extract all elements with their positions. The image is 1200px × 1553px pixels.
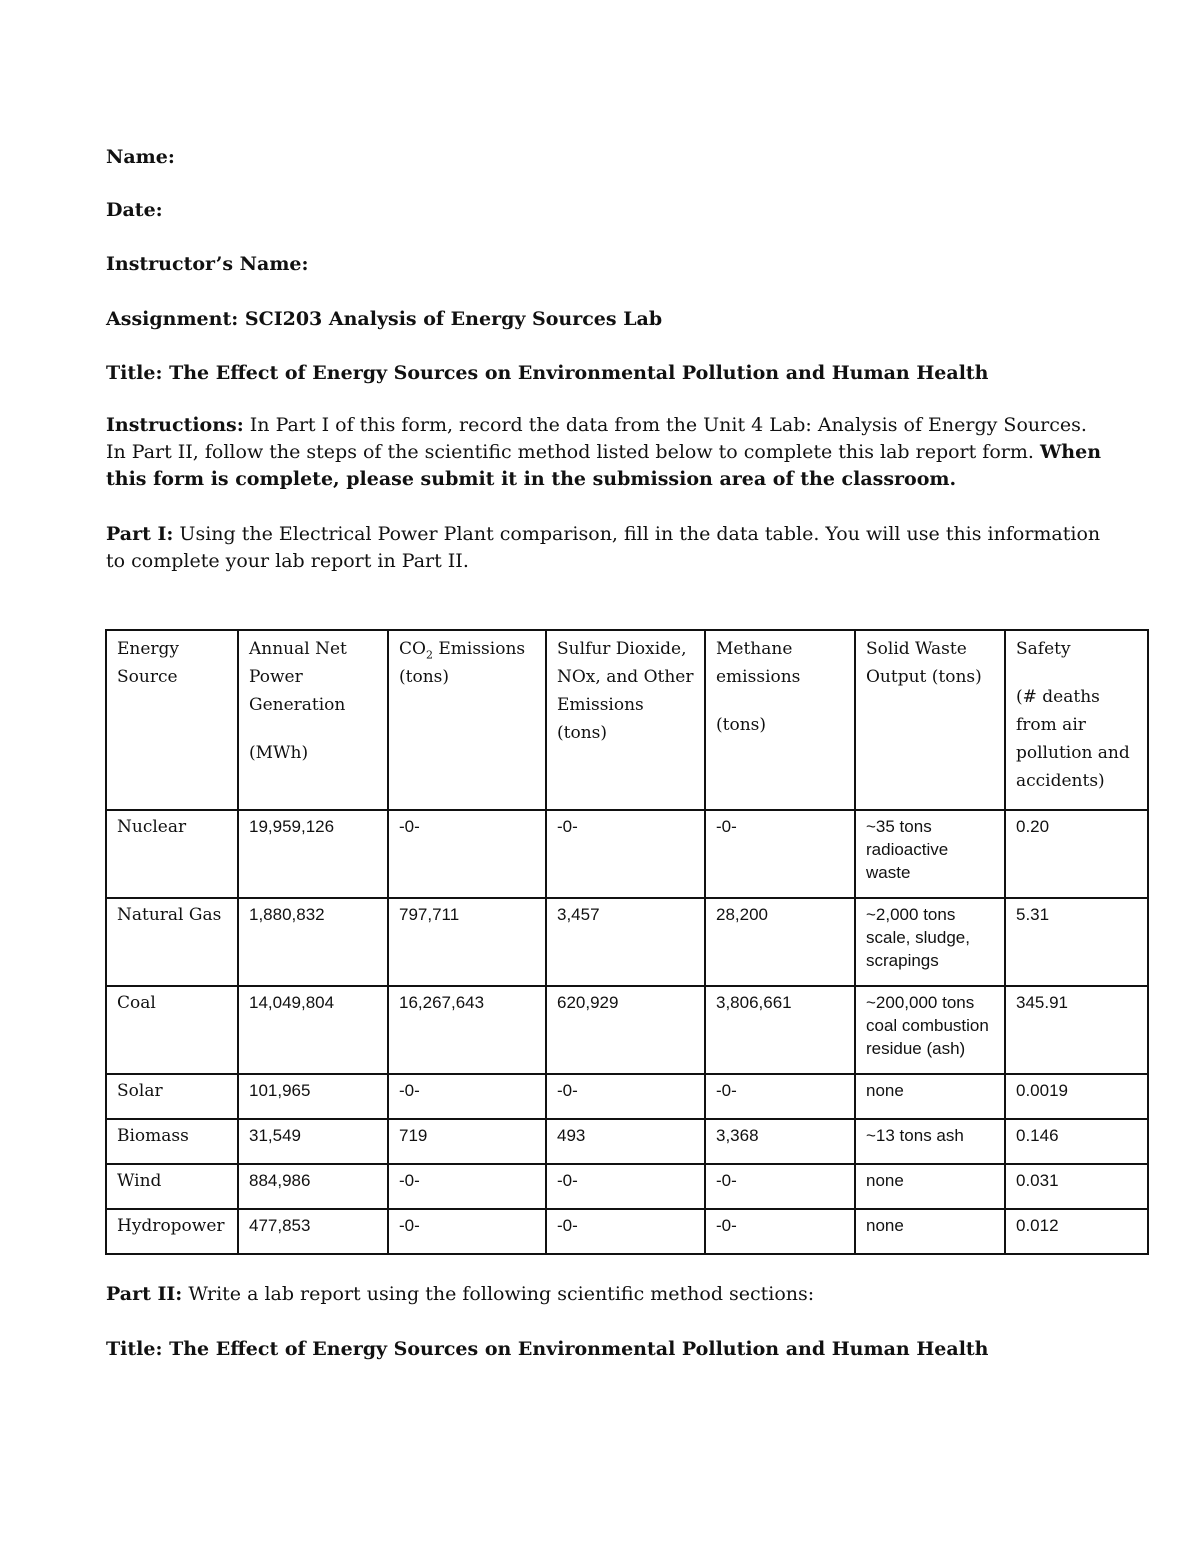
generation-cell: 1,880,832 [238,898,388,986]
table-row [106,810,1148,898]
header-methane-unit: (tons) [716,715,767,735]
co2-cell: 719 [388,1119,546,1164]
sulfur-emissions-cell: -0- [546,1209,705,1254]
date-label: Date: [106,199,163,221]
header-co2 [388,630,546,810]
header-safety [1005,630,1148,810]
energy-source-cell: Natural Gas [106,898,238,986]
safety-cell: 0.012 [1005,1209,1148,1254]
methane-cell: -0- [705,1209,855,1254]
instructions-submit-note: When this form is complete, please submit it in the submission area of the classroom. [106,441,1102,490]
solid-waste-cell: none [855,1209,1005,1254]
header-solid-waste: Solid Waste Output (tons) [855,630,1005,810]
energy-source-cell: Nuclear [106,810,238,898]
table-row [106,986,1148,1074]
safety-cell: 0.146 [1005,1119,1148,1164]
header-co2-prefix: CO [399,639,426,659]
header-safety-detail: (# deaths from air pollution and accidents) [1016,687,1130,791]
energy-source-cell: Wind [106,1164,238,1209]
methane-cell: -0- [705,1164,855,1209]
instructions-paragraph [106,412,1106,493]
part2-text: Write a lab report using the following scientific method sections: [182,1283,815,1305]
instructions-text: In Part I of this form, record the data from the Unit 4 Lab: Analysis of Energy Sources. In Part II, follow the steps of the scientific method listed below to complete this lab report form. [106,414,1087,463]
methane-cell: -0- [705,810,855,898]
energy-source-cell: Coal [106,986,238,1074]
header-methane-text: Methane emissions [716,639,801,687]
co2-cell: -0- [388,810,546,898]
energy-data-table [105,629,1149,1255]
header-methane [705,630,855,810]
co2-cell: 16,267,643 [388,986,546,1074]
co2-cell: -0- [388,1164,546,1209]
safety-cell: 345.91 [1005,986,1148,1074]
energy-source-cell: Solar [106,1074,238,1119]
table-row [106,1164,1148,1209]
table-row [106,1209,1148,1254]
generation-cell: 19,959,126 [238,810,388,898]
generation-cell: 477,853 [238,1209,388,1254]
co2-cell: -0- [388,1209,546,1254]
generation-cell: 101,965 [238,1074,388,1119]
title-line: Title: The Effect of Energy Sources on Environmental Pollution and Human Health [106,362,989,384]
header-energy-source: Energy Source [106,630,238,810]
sulfur-emissions-cell: -0- [546,1074,705,1119]
generation-cell: 884,986 [238,1164,388,1209]
header-co2-suffix: Emissions (tons) [399,639,526,687]
assignment-line: Assignment: SCI203 Analysis of Energy Sources Lab [106,308,663,330]
solid-waste-cell: ~200,000 tons coal combustion residue (ash) [855,986,1005,1074]
part2-paragraph [106,1281,1106,1308]
header-sulfur: Sulfur Dioxide, NOx, and Other Emissions (tons) [546,630,705,810]
table-row [106,1074,1148,1119]
sulfur-emissions-cell: 3,457 [546,898,705,986]
safety-cell: 0.0019 [1005,1074,1148,1119]
methane-cell: -0- [705,1074,855,1119]
name-label: Name: [106,146,175,168]
methane-cell: 3,368 [705,1119,855,1164]
table-row [106,898,1148,986]
header-co2-subscript: 2 [425,648,433,662]
methane-cell: 28,200 [705,898,855,986]
header-safety-text: Safety [1016,639,1071,659]
co2-cell: 797,711 [388,898,546,986]
solid-waste-cell: none [855,1074,1005,1119]
generation-cell: 14,049,804 [238,986,388,1074]
sulfur-emissions-cell: 493 [546,1119,705,1164]
energy-source-cell: Biomass [106,1119,238,1164]
safety-cell: 0.20 [1005,810,1148,898]
part1-text: Using the Electrical Power Plant comparison, fill in the data table. You will use this information to complete your lab report in Part II. [106,523,1101,572]
solid-waste-cell: ~2,000 tons scale, sludge, scrapings [855,898,1005,986]
solid-waste-cell: ~35 tons radioactive waste [855,810,1005,898]
solid-waste-cell: ~13 tons ash [855,1119,1005,1164]
part2-label: Part II: [106,1283,183,1305]
sulfur-emissions-cell: 620,929 [546,986,705,1074]
solid-waste-cell: none [855,1164,1005,1209]
part1-label: Part I: [106,523,174,545]
sulfur-emissions-cell: -0- [546,1164,705,1209]
safety-cell: 0.031 [1005,1164,1148,1209]
co2-cell: -0- [388,1074,546,1119]
header-generation [238,630,388,810]
energy-source-cell: Hydropower [106,1209,238,1254]
header-generation-unit: (MWh) [249,743,309,763]
table-row [106,1119,1148,1164]
safety-cell: 5.31 [1005,898,1148,986]
table-header-row [106,630,1148,810]
sulfur-emissions-cell: -0- [546,810,705,898]
part1-paragraph [106,521,1106,575]
instructor-name-label: Instructor’s Name: [106,253,309,275]
instructions-label: Instructions: [106,414,244,436]
methane-cell: 3,806,661 [705,986,855,1074]
generation-cell: 31,549 [238,1119,388,1164]
header-generation-text: Annual Net Power Generation [249,639,347,715]
part2-title: Title: The Effect of Energy Sources on Environmental Pollution and Human Health [106,1338,989,1360]
